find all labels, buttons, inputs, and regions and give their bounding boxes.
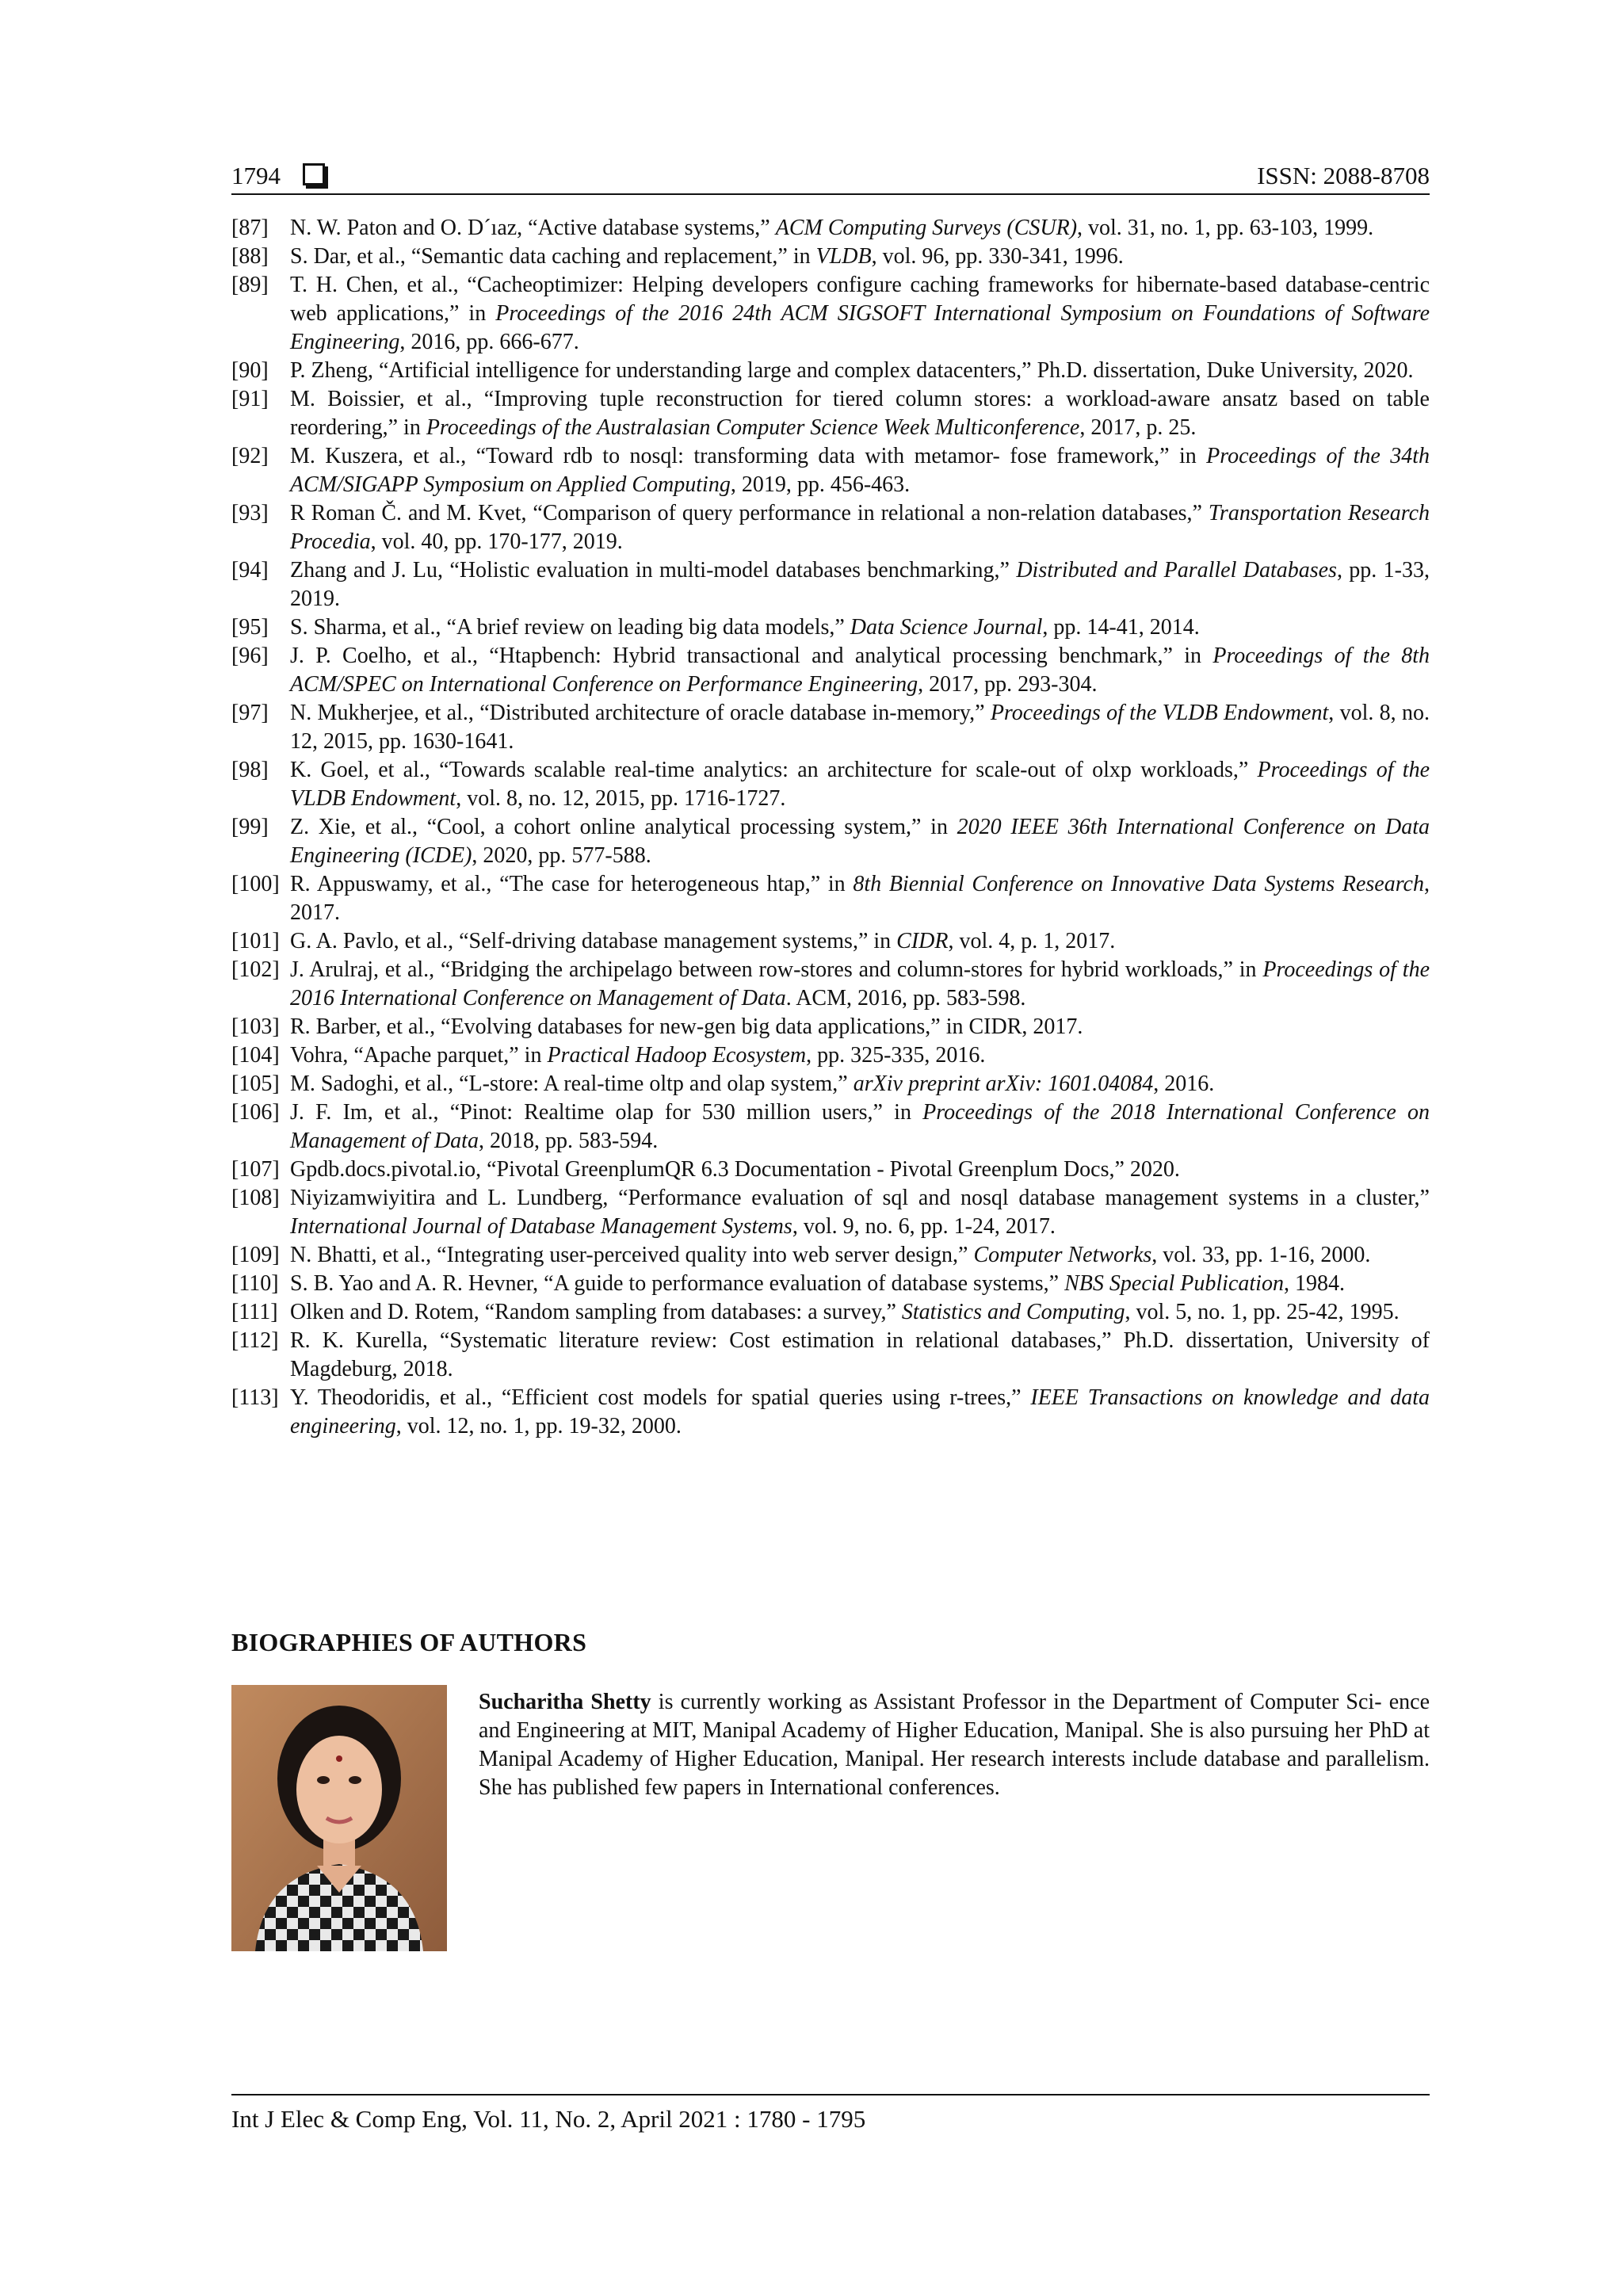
reference-list [231, 214, 1430, 1441]
reference-text [290, 1156, 1430, 1184]
reference-number: [111] [231, 1300, 278, 1324]
reference-number: [107] [231, 1157, 280, 1182]
reference-segment: S. Sharma, et al., “A brief review on leading big data models,” [290, 615, 850, 640]
reference-entry [231, 1041, 1430, 1070]
reference-number: [109] [231, 1243, 280, 1267]
checkbox-square-icon [303, 163, 325, 185]
reference-venue: Proceedings of the 8th ACM/SPEC on International Conference on Performance Engineering [290, 644, 1430, 697]
reference-text [290, 499, 1430, 556]
reference-segment: M. Kuszera, et al., “Toward rdb to nosql: transforming data with metamor- fose framework,” in [290, 444, 1207, 468]
author-photo [231, 1685, 447, 1951]
reference-segment: N. Bhatti, et al., “Integrating user-perceived quality into web server design,” [290, 1243, 974, 1267]
reference-venue: 8th Biennial Conference on Innovative Data Systems Research [853, 872, 1424, 896]
reference-text [290, 1298, 1430, 1327]
reference-text [290, 556, 1430, 613]
reference-number: [89] [231, 273, 269, 297]
reference-number: [103] [231, 1014, 280, 1039]
reference-number: [110] [231, 1271, 279, 1296]
reference-text [290, 1184, 1430, 1241]
reference-segment: S. Dar, et al., “Semantic data caching and replacement,” in [290, 244, 816, 269]
reference-venue: International Journal of Database Management Systems [290, 1214, 792, 1239]
reference-venue: Proceedings of the VLDB Endowment [290, 758, 1430, 811]
reference-segment: Gpdb.docs.pivotal.io, “Pivotal GreenplumQR 6.3 Documentation - Pivotal Greenplum Docs,” 2020. [290, 1157, 1180, 1182]
reference-segment: Y. Theodoridis, et al., “Efficient cost models for spatial queries using r-trees,” [290, 1385, 1031, 1410]
author-name: Sucharitha Shetty [479, 1690, 651, 1714]
reference-number: [93] [231, 501, 269, 525]
reference-text [290, 756, 1430, 813]
reference-segment: J. Arulraj, et al., “Bridging the archipelago between row-stores and column-stores for hybrid workloads,” in [290, 957, 1263, 982]
reference-entry [231, 1241, 1430, 1270]
reference-number: [96] [231, 644, 269, 668]
reference-venue: Practical Hadoop Ecosystem [547, 1043, 807, 1068]
reference-venue: Data Science Journal [850, 615, 1043, 640]
reference-segment: P. Zheng, “Artificial intelligence for understanding large and complex datacenters,” Ph.D. dissertation, Duke University, 2020. [290, 358, 1414, 383]
reference-venue: Proceedings of the Australasian Computer Science Week Multiconference [426, 415, 1080, 440]
reference-text [290, 1013, 1430, 1041]
reference-segment: J. F. Im, et al., “Pinot: Realtime olap for 530 million users,” in [290, 1100, 923, 1125]
reference-segment: , 2019, pp. 456-463. [730, 472, 911, 497]
reference-entry [231, 1184, 1430, 1241]
reference-segment: , 2016, pp. 666-677. [399, 330, 579, 354]
reference-text [290, 813, 1430, 870]
reference-number: [105] [231, 1072, 280, 1096]
reference-segment: , 2017. [290, 872, 1430, 925]
reference-venue: Statistics and Computing [901, 1300, 1125, 1324]
reference-segment: , vol. 8, no. 12, 2015, pp. 1630-1641. [290, 701, 1430, 754]
page-header [231, 149, 1430, 190]
reference-venue: Proceedings of the 2018 International Conference on Management of Data [290, 1100, 1430, 1153]
reference-segment: , vol. 5, no. 1, pp. 25-42, 1995. [1125, 1300, 1400, 1324]
reference-segment: , vol. 4, p. 1, 2017. [948, 929, 1116, 953]
reference-venue: Proceedings of the 2016 24th ACM SIGSOFT International Symposium on Foundations of Software Engineering [290, 301, 1430, 354]
footer-divider [231, 2094, 1430, 2095]
reference-segment: Vohra, “Apache parquet,” in [290, 1043, 548, 1068]
reference-segment: S. B. Yao and A. R. Hevner, “A guide to performance evaluation of database systems,” [290, 1271, 1065, 1296]
reference-text [290, 1327, 1430, 1384]
reference-segment: M. Boissier, et al., “Improving tuple reconstruction for tiered column stores: a workload-aware ansatz based on table reordering,” in [290, 387, 1430, 440]
reference-entry [231, 642, 1430, 699]
reference-venue: Proceedings of the 2016 International Conference on Management of Data [290, 957, 1430, 1010]
reference-text [290, 956, 1430, 1013]
reference-text [290, 243, 1430, 271]
reference-number: [101] [231, 929, 280, 953]
reference-number: [99] [231, 815, 269, 839]
reference-venue: Computer Networks [973, 1243, 1152, 1267]
reference-entry [231, 699, 1430, 756]
reference-segment: , 2020, pp. 577-588. [472, 843, 651, 868]
reference-segment: . ACM, 2016, pp. 583-598. [785, 986, 1026, 1010]
reference-number: [94] [231, 558, 269, 583]
reference-number: [92] [231, 444, 269, 468]
reference-text [290, 613, 1430, 642]
reference-text [290, 870, 1430, 927]
reference-number: [113] [231, 1385, 279, 1410]
reference-number: [112] [231, 1328, 279, 1353]
reference-segment: M. Sadoghi, et al., “L-store: A real-time oltp and olap system,” [290, 1072, 854, 1096]
reference-entry [231, 243, 1430, 271]
reference-venue: Proceedings of the VLDB Endowment [990, 701, 1329, 725]
reference-venue: NBS Special Publication [1064, 1271, 1284, 1296]
reference-number: [102] [231, 957, 280, 982]
reference-number: [98] [231, 758, 269, 782]
reference-text [290, 642, 1430, 699]
reference-entry [231, 271, 1430, 357]
author-biography [479, 1688, 1430, 1802]
reference-segment: N. W. Paton and O. D´ıaz, “Active database systems,” [290, 216, 776, 240]
reference-segment: J. P. Coelho, et al., “Htapbench: Hybrid transactional and analytical processing benchmark,” in [290, 644, 1213, 668]
reference-number: [95] [231, 615, 269, 640]
reference-segment: R. Appuswamy, et al., “The case for heterogeneous htap,” in [290, 872, 854, 896]
reference-entry [231, 1098, 1430, 1156]
reference-number: [90] [231, 358, 269, 383]
reference-text [290, 1241, 1430, 1270]
reference-segment: , 1984. [1283, 1271, 1345, 1296]
reference-segment: , vol. 40, pp. 170-177, 2019. [370, 529, 623, 554]
reference-text [290, 699, 1430, 756]
reference-entry [231, 870, 1430, 927]
reference-number: [91] [231, 387, 269, 411]
reference-segment: Olken and D. Rotem, “Random sampling from databases: a survey,” [290, 1300, 902, 1324]
reference-venue: Transportation Research Procedia [290, 501, 1430, 554]
reference-text [290, 442, 1430, 499]
reference-venue: Distributed and Parallel Databases [1016, 558, 1337, 583]
reference-segment: , vol. 12, no. 1, pp. 19-32, 2000. [395, 1414, 682, 1438]
reference-segment: , pp. 325-335, 2016. [806, 1043, 986, 1068]
reference-venue: arXiv preprint arXiv: 1601.04084 [853, 1072, 1154, 1096]
reference-text [290, 357, 1430, 385]
reference-segment: , 2016. [1153, 1072, 1215, 1096]
reference-entry [231, 442, 1430, 499]
reference-text [290, 271, 1430, 357]
reference-entry [231, 1156, 1430, 1184]
reference-venue: CIDR [896, 929, 949, 953]
footer-citation: Int J Elec & Comp Eng, Vol. 11, No. 2, April 2021 : 1780 - 1795 [231, 2105, 866, 2133]
issn-label: ISSN: 2088-8708 [1257, 162, 1430, 189]
author-portrait-image [231, 1685, 447, 1951]
reference-segment: N. Mukherjee, et al., “Distributed architecture of oracle database in-memory,” [290, 701, 991, 725]
reference-number: [97] [231, 701, 269, 725]
reference-text [290, 214, 1430, 243]
reference-entry [231, 1298, 1430, 1327]
reference-entry [231, 927, 1430, 956]
reference-segment: , 2017, p. 25. [1079, 415, 1197, 440]
reference-entry [231, 756, 1430, 813]
reference-text [290, 1384, 1430, 1441]
reference-number: [106] [231, 1100, 280, 1125]
reference-number: [100] [231, 872, 280, 896]
reference-entry [231, 956, 1430, 1013]
header-divider [231, 193, 1430, 195]
reference-entry [231, 499, 1430, 556]
reference-entry [231, 813, 1430, 870]
reference-segment: , vol. 8, no. 12, 2015, pp. 1716-1727. [456, 786, 786, 811]
reference-segment: , pp. 14-41, 2014. [1042, 615, 1200, 640]
reference-number: [104] [231, 1043, 280, 1068]
reference-segment: Z. Xie, et al., “Cool, a cohort online analytical processing system,” in [290, 815, 957, 839]
reference-text [290, 1041, 1430, 1070]
reference-segment: , 2018, pp. 583-594. [478, 1129, 659, 1153]
header-left [231, 162, 325, 190]
reference-segment: , vol. 31, no. 1, pp. 63-103, 1999. [1077, 216, 1374, 240]
reference-segment: , vol. 33, pp. 1-16, 2000. [1151, 1243, 1371, 1267]
reference-venue: ACM Computing Surveys (CSUR) [775, 216, 1078, 240]
reference-venue: Proceedings of the 34th ACM/SIGAPP Symposium on Applied Computing [290, 444, 1430, 497]
reference-segment: Zhang and J. Lu, “Holistic evaluation in multi-model databases benchmarking,” [290, 558, 1017, 583]
reference-entry [231, 1270, 1430, 1298]
reference-text [290, 1270, 1430, 1298]
reference-venue: IEEE Transactions on knowledge and data engineering [290, 1385, 1430, 1438]
reference-entry [231, 385, 1430, 442]
reference-number: [87] [231, 216, 269, 240]
reference-entry [231, 613, 1430, 642]
reference-entry [231, 556, 1430, 613]
reference-venue: VLDB [815, 244, 872, 269]
reference-segment: , pp. 1-33, 2019. [290, 558, 1430, 611]
reference-segment: R. K. Kurella, “Systematic literature review: Cost estimation in relational databases,” Ph.D. dissertation, University of Magdeburg, 2018. [290, 1328, 1430, 1381]
reference-segment: G. A. Pavlo, et al., “Self-driving database management systems,” in [290, 929, 897, 953]
reference-segment: , vol. 9, no. 6, pp. 1-24, 2017. [792, 1214, 1056, 1239]
reference-text [290, 1098, 1430, 1156]
reference-number: [108] [231, 1186, 280, 1210]
reference-entry [231, 1327, 1430, 1384]
reference-segment: R. Barber, et al., “Evolving databases for new-gen big data applications,” in CIDR, 2017. [290, 1014, 1083, 1039]
reference-segment: K. Goel, et al., “Towards scalable real-time analytics: an architecture for scale-out of olxp workloads,” [290, 758, 1258, 782]
reference-segment: T. H. Chen, et al., “Cacheoptimizer: Helping developers configure caching frameworks for hibernate-based database-centric web applications,” in [290, 273, 1430, 326]
reference-entry [231, 1070, 1430, 1098]
author-biography-text: is currently working as Assistant Professor in the Department of Computer Sci- ence and Engineering at MIT, Manipal Academy of Higher Education, Manipal. She is also pursuing her PhD at Manipal Academy of Higher Education, Manipal. Her research interests include database and parallelism. She has published few papers in International conferences. [479, 1690, 1430, 1800]
biographies-heading: BIOGRAPHIES OF AUTHORS [231, 1628, 587, 1656]
reference-entry [231, 1013, 1430, 1041]
reference-text [290, 927, 1430, 956]
reference-entry [231, 1384, 1430, 1441]
reference-venue: 2020 IEEE 36th International Conference on Data Engineering (ICDE) [290, 815, 1430, 868]
reference-segment: R Roman Č. and M. Kvet, “Comparison of query performance in relational a non-relation databases,” [290, 501, 1209, 525]
reference-entry [231, 357, 1430, 385]
reference-text [290, 1070, 1430, 1098]
reference-entry [231, 214, 1430, 243]
reference-text [290, 385, 1430, 442]
reference-segment: , 2017, pp. 293-304. [918, 672, 1098, 697]
page-number: 1794 [231, 162, 281, 189]
reference-number: [88] [231, 244, 269, 269]
reference-segment: Niyizamwiyitira and L. Lundberg, “Performance evaluation of sql and nosql database management systems in a cluster,” [290, 1186, 1430, 1210]
reference-segment: , vol. 96, pp. 330-341, 1996. [871, 244, 1124, 269]
